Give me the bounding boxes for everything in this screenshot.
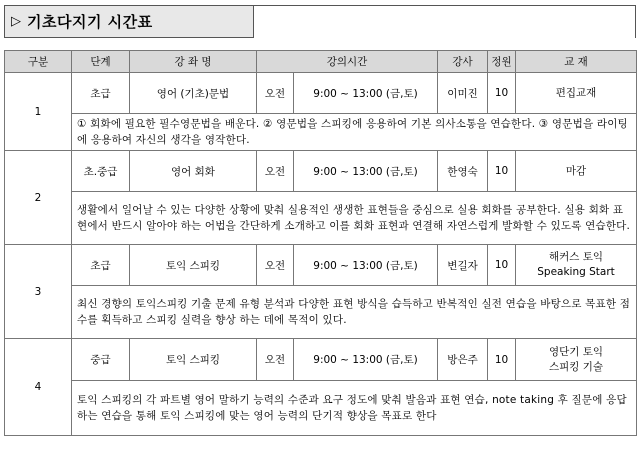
- ampm-cell: 오전: [257, 339, 294, 381]
- triangle-icon: ▷: [11, 14, 21, 29]
- textbook-line: Speaking Start: [537, 266, 615, 278]
- course-description: 토익 스피킹의 각 파트별 영어 말하기 능력의 수준과 요구 정도에 맞춰 발음과 표현 연습, note taking 후 질문에 응답하는 연습을 통해 토익 스피킹에 맞는 영어 능력의 단기적 향상을 목표로 한다: [72, 381, 637, 436]
- table-row: [5, 151, 637, 192]
- level-cell: 초급: [72, 73, 130, 114]
- description-row: [5, 381, 637, 436]
- description-row: [5, 114, 637, 151]
- description-row: [5, 192, 637, 245]
- header-textbook: 교 재: [516, 51, 637, 73]
- header-time: 강의시간: [257, 51, 438, 73]
- time-cell: 9:00 ~ 13:00 (금,토): [294, 339, 438, 381]
- textbook-line: 해커스 토익: [548, 251, 604, 263]
- course-cell: 토익 스피킹: [130, 339, 257, 381]
- table-row: [5, 245, 637, 286]
- time-cell: 9:00 ~ 13:00 (금,토): [294, 73, 438, 114]
- textbook-line: 영단기 토익: [548, 345, 604, 358]
- row-number: 1: [5, 73, 72, 151]
- textbook-cell: [516, 245, 637, 286]
- level-cell: 초.중급: [72, 151, 130, 192]
- schedule-table: [4, 50, 637, 436]
- time-cell: 9:00 ~ 13:00 (금,토): [294, 151, 438, 192]
- header-capacity: 정원: [488, 51, 516, 73]
- ampm-cell: 오전: [257, 151, 294, 192]
- page-title: 기초다지기 시간표: [27, 13, 153, 31]
- teacher-cell: 방은주: [438, 339, 488, 381]
- course-cell: 영어 회화: [130, 151, 257, 192]
- header-course: 강 좌 명: [130, 51, 257, 73]
- capacity-cell: 10: [488, 151, 516, 192]
- header-no: 구분: [5, 51, 72, 73]
- title-box-extension: [254, 5, 636, 38]
- textbook-line: 마감: [565, 164, 587, 177]
- course-description: 생활에서 일어날 수 있는 다양한 상황에 맞춰 실용적인 생생한 표현들을 중심으로 실용 회화를 공부한다. 실용 회화 표현에서 반드시 알아야 하는 어법을 간단하게 소개하고 이를 회화 표현과 연결해 자연스럽게 발화할 수 있도록 연습한다.: [72, 192, 637, 245]
- ampm-cell: 오전: [257, 245, 294, 286]
- time-cell: 9:00 ~ 13:00 (금,토): [294, 245, 438, 286]
- description-row: [5, 286, 637, 339]
- title-box: [4, 5, 254, 38]
- course-description: 최신 경향의 토익스피킹 기출 문제 유형 분석과 다양한 표현 방식을 습득하고 반복적인 실전 연습을 바탕으로 목표한 점수를 획득하고 스피킹 실력을 향상 하는 데에 목적이 있다.: [72, 286, 637, 339]
- capacity-cell: 10: [488, 73, 516, 114]
- textbook-cell: [516, 151, 637, 192]
- capacity-cell: 10: [488, 339, 516, 381]
- capacity-cell: 10: [488, 245, 516, 286]
- level-cell: 중급: [72, 339, 130, 381]
- header-level: 단계: [72, 51, 130, 73]
- teacher-cell: 이미진: [438, 73, 488, 114]
- course-cell: 영어 (기초)문법: [130, 73, 257, 114]
- table-row: [5, 339, 637, 381]
- teacher-cell: 변길자: [438, 245, 488, 286]
- row-number: 4: [5, 339, 72, 436]
- ampm-cell: 오전: [257, 73, 294, 114]
- course-description: ① 회화에 필요한 필수영문법을 배운다. ② 영문법을 스피킹에 응용하여 기본 의사소통을 연습한다. ③ 영문법을 라이팅에 응용하여 자신의 생각을 영작한다.: [72, 114, 637, 151]
- teacher-cell: 한영숙: [438, 151, 488, 192]
- textbook-line: 스피킹 기술: [548, 360, 604, 373]
- header-teacher: 강사: [438, 51, 488, 73]
- level-cell: 초급: [72, 245, 130, 286]
- row-number: 3: [5, 245, 72, 339]
- row-number: 2: [5, 151, 72, 245]
- textbook-line: 편집교재: [555, 86, 597, 99]
- header-row: [5, 51, 637, 73]
- table-body: [5, 73, 637, 436]
- table-row: [5, 73, 637, 114]
- textbook-cell: [516, 339, 637, 381]
- course-cell: 토익 스피킹: [130, 245, 257, 286]
- textbook-cell: [516, 73, 637, 114]
